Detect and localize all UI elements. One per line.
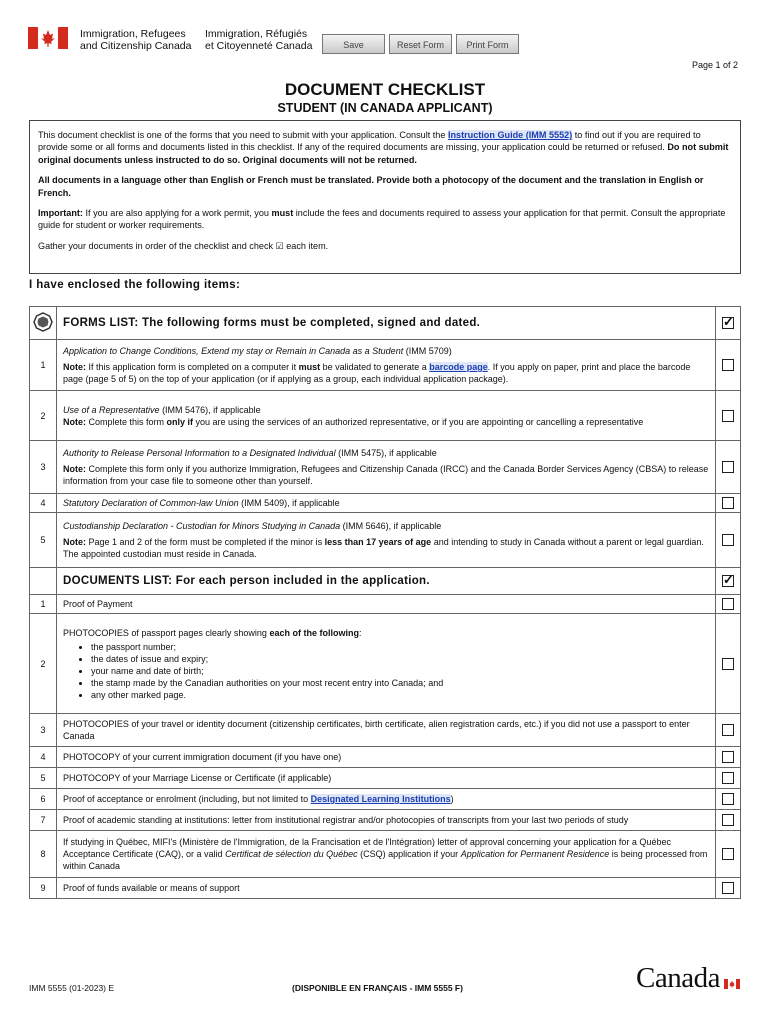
form-code: (IMM 5646), if applicable (340, 521, 442, 531)
form-code: (IMM 5409), if applicable (238, 498, 340, 508)
row-number: 1 (30, 340, 57, 391)
forms-section-checkbox[interactable] (722, 317, 734, 329)
note-text: Page 1 and 2 of the form must be completed if the minor is (86, 537, 325, 547)
documents-section-icon-cell (30, 568, 57, 595)
form-item-description (57, 340, 716, 391)
note-text: . If you apply on paper, print and place the barcode page (page 5 of 5) on the top of your application (or if applying as a group, each individual application package). (63, 362, 691, 384)
item-checkbox[interactable] (722, 598, 734, 610)
document-item-description (57, 831, 716, 878)
note-text: be validated to generate a (320, 362, 430, 372)
list-item: • the passport number; (91, 641, 709, 653)
intro-paragraph-3 (38, 207, 732, 232)
checkbox-cell (716, 831, 741, 878)
note-label: Note: (63, 416, 86, 427)
intro-warning: Do not submit original documents unless instructed to do so. Original documents will not be returned. (38, 142, 729, 165)
document-item-description: Proof of Payment (57, 595, 716, 614)
intro-paragraph-1 (38, 129, 732, 166)
checkbox-cell (716, 789, 741, 810)
item-checkbox[interactable] (722, 848, 734, 860)
row-number: 8 (30, 831, 57, 878)
doc-emphasis: each of the following (269, 627, 359, 638)
print-form-button[interactable]: Print Form (456, 34, 519, 54)
important-label: Important: (38, 208, 83, 219)
form-item-description (57, 441, 716, 494)
table-row (30, 747, 741, 768)
checkbox-cell (716, 513, 741, 568)
intro-paragraph-4: Gather your documents in order of the checklist and check ☑ each item. (38, 240, 329, 251)
item-checkbox[interactable] (722, 497, 734, 509)
department-name-fr (205, 28, 312, 52)
page-number: Page 1 of 2 (691, 60, 738, 70)
designated-learning-institutions-link[interactable]: Designated Learning Institutions (310, 794, 451, 804)
checkbox-cell (716, 391, 741, 441)
document-item-description: PHOTOCOPIES of your travel or identity document (citizenship certificates, birth certificate, alien registration cards, etc.) if you did not use a passport to enter Canada (57, 714, 716, 747)
intro-paragraph-2 (38, 174, 732, 199)
table-row (30, 768, 741, 789)
badge-icon (33, 323, 53, 335)
french-version-note: (DISPONIBLE EN FRANÇAIS - IMM 5555 F) (292, 983, 463, 993)
form-item-description (57, 513, 716, 568)
note-label: Note: (63, 464, 86, 474)
list-item: • any other marked page. (91, 689, 709, 701)
item-checkbox[interactable] (722, 658, 734, 670)
checkbox-cell (716, 441, 741, 494)
note-label: Note: (63, 537, 86, 547)
documents-section-header (30, 568, 741, 595)
table-row (30, 494, 741, 513)
doc-text: is being processed from within Canada (63, 849, 708, 871)
dept-fr-line1: Immigration, Réfugiés (205, 28, 308, 40)
row-number: 4 (30, 747, 57, 768)
row-number: 6 (30, 789, 57, 810)
canada-wordmark (636, 962, 720, 995)
intro-emphasis: must (271, 208, 294, 219)
documents-section-checkbox-cell (716, 568, 741, 595)
page-title: DOCUMENT CHECKLIST (284, 80, 486, 99)
doc-text: : (358, 627, 362, 638)
list-item: • the dates of issue and expiry; (91, 653, 709, 665)
document-item-description: PHOTOCOPY of your Marriage License or Certificate (if applicable) (57, 768, 716, 789)
form-title: Use of a Representative (63, 404, 160, 415)
table-row (30, 391, 741, 441)
table-row (30, 789, 741, 810)
item-checkbox[interactable] (722, 410, 734, 422)
note-text: Complete this form only if you authorize Immigration, Refugees and Citizenship Canada (IRCC) and the Canada Border Services Agency (CBSA) to release information from your case file to someone other than yourself. (63, 464, 709, 486)
table-row (30, 878, 741, 899)
document-item-description: Proof of funds available or means of support (57, 878, 716, 899)
documents-section-title: DOCUMENTS LIST: For each person included in the application. (57, 568, 716, 595)
reset-form-button[interactable]: Reset Form (389, 34, 452, 54)
row-number: 3 (30, 441, 57, 494)
intro-text: This document checklist is one of the forms that you need to submit with your application. Consult the (38, 130, 448, 140)
intro-text: to find out if you are required to provide some or all forms and documents listed in this checklist. If any of the required documents are missing, your application could be returned or refused. (38, 130, 701, 153)
form-item-description (57, 494, 716, 513)
document-item-description: Proof of academic standing at institutions: letter from institutional registrar and/or photocopies of transcripts from your last two periods of study (57, 810, 716, 831)
document-item-description (57, 614, 716, 714)
row-number: 2 (30, 614, 57, 714)
checkbox-cell (716, 810, 741, 831)
enclosed-heading: I have enclosed the following items: (29, 279, 241, 291)
checkbox-cell (716, 747, 741, 768)
checkbox-cell (716, 614, 741, 714)
dept-fr-line2: et Citoyenneté Canada (205, 40, 313, 52)
document-item-description (57, 789, 716, 810)
note-text: you are using the services of an authorized representative, or if you are appointing or cancelling a representative (193, 416, 644, 427)
checkbox-cell (716, 714, 741, 747)
save-button[interactable]: Save (322, 34, 385, 54)
form-title: Authority to Release Personal Information to a Designated Individual (63, 448, 336, 458)
doc-italic: Certificat de sélection du Québec (225, 849, 358, 859)
row-number: 3 (30, 714, 57, 747)
forms-section-icon-cell (30, 307, 57, 340)
form-code: (IMM 5475), if applicable (335, 448, 437, 458)
checkbox-cell (716, 595, 741, 614)
form-title: Application to Change Conditions, Extend my stay or Remain in Canada as a Student (63, 346, 404, 356)
doc-text: ) (450, 794, 454, 804)
item-checkbox[interactable] (722, 793, 734, 805)
document-item-description: PHOTOCOPY of your current immigration document (if you have one) (57, 747, 716, 768)
table-row (30, 810, 741, 831)
table-row (30, 441, 741, 494)
intro-text: If you are also applying for a work permit, you (82, 208, 272, 219)
note-emphasis: less than 17 years of age (324, 537, 432, 547)
note-label: Note: (63, 362, 86, 372)
table-row (30, 831, 741, 878)
item-checkbox[interactable] (722, 359, 734, 371)
wordmark-text: Canada (636, 962, 720, 994)
department-name-en (80, 28, 192, 52)
checkbox-cell (716, 340, 741, 391)
instruction-guide-link[interactable]: Instruction Guide (IMM 5552) (447, 130, 573, 140)
doc-text: If studying in Québec, MIFI's (Ministère de l'Immigration, de la Francisation et de l'Intégration) letter of approval concerning your application for a Québec Acceptance Certificate (CAQ), or a valid (63, 837, 671, 859)
doc-italic: Application for Permanent Residence (460, 849, 610, 859)
form-item-description (57, 391, 716, 441)
translation-requirement: All documents in a language other than English or French must be translated. Provide both a photocopy of the document and the translation in English or French. (38, 175, 704, 198)
checkbox-cell (716, 494, 741, 513)
table-row (30, 714, 741, 747)
row-number: 1 (30, 595, 57, 614)
table-row (30, 513, 741, 568)
note-emphasis: must (298, 362, 321, 372)
item-checkbox[interactable] (722, 772, 734, 784)
intro-text: include the fees and documents required to assess your application for that permit. Consult the appropriate guide for student or worker requirements. (38, 208, 726, 231)
forms-section-title: FORMS LIST: The following forms must be completed, signed and dated. (57, 307, 716, 340)
checkbox-cell (716, 768, 741, 789)
item-checkbox[interactable] (722, 724, 734, 736)
row-number: 9 (30, 878, 57, 899)
list-item: • the stamp made by the Canadian authorities on your most recent entry into Canada; and (91, 677, 709, 689)
forms-section-header (30, 307, 741, 340)
item-checkbox[interactable] (722, 882, 734, 894)
form-title: Custodianship Declaration - Custodian for Minors Studying in Canada (63, 521, 341, 531)
table-row (30, 340, 741, 391)
dept-en-line1: Immigration, Refugees (80, 28, 186, 40)
item-checkbox[interactable] (722, 461, 734, 473)
doc-text: Proof of acceptance or enrolment (including, but not limited to (63, 794, 311, 804)
doc-text: (CSQ) application if your (357, 849, 461, 859)
form-title: Statutory Declaration of Common-law Union (63, 498, 239, 508)
table-row (30, 595, 741, 614)
note-text: Complete this form (86, 416, 167, 427)
form-code: (IMM 5476), if applicable (159, 404, 261, 415)
documents-section-checkbox[interactable] (722, 575, 734, 587)
note-text: and intending to study in Canada without a parent or legal guardian. The appointed custodian must reside in Canada. (63, 537, 704, 559)
checkbox-cell (716, 878, 741, 899)
canada-flag-icon (28, 27, 68, 54)
form-code: (IMM 5709) (403, 346, 452, 356)
table-row (30, 614, 741, 714)
instructions-box (29, 120, 741, 274)
row-number: 7 (30, 810, 57, 831)
passport-requirements-list (77, 641, 709, 701)
doc-text: PHOTOCOPIES of passport pages clearly showing (63, 627, 270, 638)
item-checkbox[interactable] (722, 534, 734, 546)
note-emphasis: only if (166, 416, 194, 427)
note-text: If this application form is completed on a computer it (86, 362, 299, 372)
row-number: 5 (30, 513, 57, 568)
form-code-footer: IMM 5555 (01-2023) E (29, 983, 115, 993)
barcode-page-link[interactable]: barcode page (429, 362, 488, 372)
item-checkbox[interactable] (722, 751, 734, 763)
dept-en-line2: and Citizenship Canada (80, 40, 192, 52)
item-checkbox[interactable] (722, 814, 734, 826)
page-subtitle: STUDENT (IN CANADA APPLICANT) (277, 101, 493, 115)
row-number: 5 (30, 768, 57, 789)
wordmark-flag-icon (724, 964, 740, 997)
forms-section-checkbox-cell (716, 307, 741, 340)
checklist-table (29, 306, 741, 899)
row-number: 2 (30, 391, 57, 441)
list-item: • your name and date of birth; (91, 665, 709, 677)
row-number: 4 (30, 494, 57, 513)
